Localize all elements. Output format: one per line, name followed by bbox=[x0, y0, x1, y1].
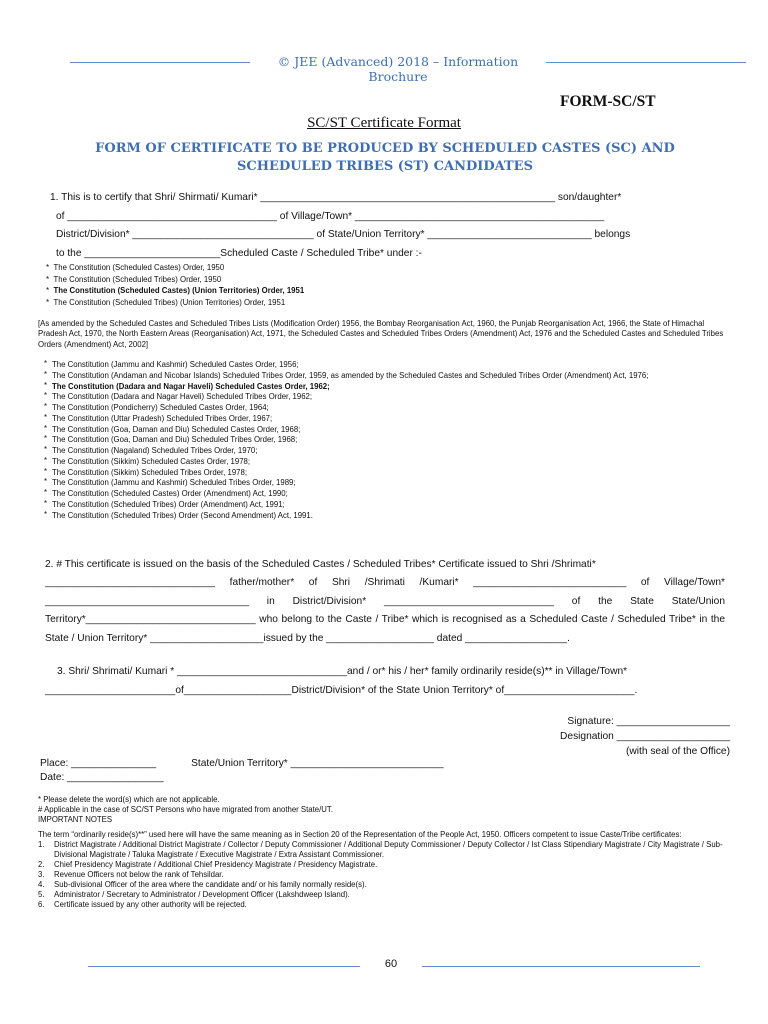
para1-line1: 1. This is to certify that Shri/ Shirmati/ Kumari* ____________________________________________________ son/daughter* bbox=[50, 192, 622, 203]
amendment-note: [As amended by the Scheduled Castes and Scheduled Tribes Lists (Modification Order) 1956, the Bombay Reorganisation Act, 1960, the Punjab Reorganisation Act, 1966, the State of Himachal Pradesh Act, 1970, the North Eastern Areas (Reorganisation) Act, 1971, the Scheduled Castes and Scheduled Tribes Orders (Amendment) Act, 1976 and the Scheduled Castes and Scheduled Tribes Orders (Amendment) Act, 2002] bbox=[38, 319, 724, 349]
order-item: * The Constitution (Goa, Daman and Diu) Scheduled Tribes Order, 1968; bbox=[44, 434, 298, 445]
order-item: * The Constitution (Pondicherry) Scheduled Castes Order, 1964; bbox=[44, 402, 269, 412]
order-item: * The Constitution (Nagaland) Scheduled Tribes Order, 1970; bbox=[44, 445, 258, 455]
place-row bbox=[40, 757, 444, 771]
order-item: * The Constitution (Scheduled Castes) Order (Amendment) Act, 1990; bbox=[44, 488, 288, 498]
order-item: * The Constitution (Scheduled Castes) Order, 1950 bbox=[46, 263, 225, 272]
order-item: * The Constitution (Andaman and Nicobar Islands) Scheduled Tribes Order, 1959, as amended by the Scheduled Castes and Scheduled Tribes Order (Amendment) Act, 1976; bbox=[44, 369, 649, 380]
para1-line3: District/Division* ________________________________ of State/Union Territory* _____________________________ belongs bbox=[56, 229, 631, 240]
footer-rule-left bbox=[88, 966, 360, 967]
footer-rule-right bbox=[422, 966, 700, 967]
orders-list-1 bbox=[46, 262, 304, 308]
para3-line1: 3. Shri/ Shrimati/ Kumari * ______________________________and / or* his / her* family ordinarily reside(s)** in Village/Town* bbox=[57, 666, 628, 677]
note-migrated: # Applicable in the case of SC/ST Persons who have migrated from another State/UT. bbox=[38, 805, 333, 814]
date-line: Date: _________________ bbox=[40, 772, 164, 783]
officer-item: 3. Revenue Officers not below the rank of Tehsildar. bbox=[38, 870, 224, 879]
order-item: * The Constitution (Jammu and Kashmir) Scheduled Tribes Order, 1989; bbox=[44, 477, 296, 488]
main-title: FORM OF CERTIFICATE TO BE PRODUCED BY SCHEDULED CASTES (SC) AND SCHEDULED TRIBES (ST) CANDIDATES bbox=[95, 141, 675, 174]
para1-line2: of _____________________________________ of Village/Town* ____________________________________________ bbox=[56, 210, 605, 222]
header-rule-right bbox=[546, 62, 746, 63]
note-ordinarily-reside: The term “ordinarily reside(s)**” used here will have the same meaning as in Section 20 of the Representation of the People Act, 1950. Officers competent to issue Caste/Tribe certificates: bbox=[38, 830, 682, 839]
page-number: 60 bbox=[384, 958, 398, 970]
state-line: State/Union Territory* ___________________________ bbox=[191, 758, 444, 769]
header-rule-left bbox=[70, 62, 250, 63]
paragraph-3 bbox=[45, 663, 725, 700]
para2-lead: 2. # This certificate is issued on the basis of the Scheduled Castes / Scheduled Tribes* Certificate issued to Shri /Shrimati* bbox=[45, 559, 596, 570]
notes-block bbox=[38, 795, 738, 910]
order-item: * The Constitution (Goa, Daman and Diu) Scheduled Castes Order, 1968; bbox=[44, 423, 301, 434]
paragraph-2 bbox=[45, 556, 725, 648]
para2-body: ______________________________ father/mother* of Shri /Shrimati /Kumari* ___________________________ of Village/Town* ____________________________________ in District/Division* ______________________________ of the State State/Union Territory*______________________________ who belong to the Caste / Tribe* which is recognised as a Scheduled Caste / Scheduled Tribe* in the State / Union Territory* ____________________issued by the ___________________ dated __________________. bbox=[45, 577, 725, 644]
order-item: * The Constitution (Scheduled Tribes) Order (Amendment) Act, 1991; bbox=[44, 498, 285, 509]
designation-line: Designation ____________________ bbox=[560, 731, 730, 742]
order-item: * The Constitution (Sikkim) Scheduled Tribes Order, 1978; bbox=[44, 466, 248, 477]
para3-line2: _______________________of___________________District/Division* of the State Union Territory* of_______________________. bbox=[45, 684, 638, 696]
officer-item: 4. Sub-divisional Officer of the area where the candidate and/ or his family normally reside(s). bbox=[38, 880, 367, 889]
officer-item: 6. Certificate issued by any other authority will be rejected. bbox=[38, 900, 247, 909]
order-item: * The Constitution (Dadara and Nagar Haveli) Scheduled Castes Order, 1962; bbox=[44, 380, 330, 391]
para1-line4: to the ________________________Scheduled Caste / Scheduled Tribe* under :- bbox=[56, 247, 422, 259]
order-item: * The Constitution (Sikkim) Scheduled Castes Order, 1978; bbox=[44, 455, 251, 466]
page-header bbox=[0, 54, 768, 84]
place-line: Place: _______________ bbox=[40, 758, 157, 769]
order-item: * The Constitution (Scheduled Tribes) (Union Territories) Order, 1951 bbox=[46, 297, 286, 307]
seal-note: (with seal of the Office) bbox=[626, 746, 730, 757]
format-title-text: SC/ST Certificate Format bbox=[307, 115, 461, 131]
orders-list-2 bbox=[44, 360, 734, 521]
officer-item: 1. District Magistrate / Additional District Magistrate / Collector / Deputy Commissioner / Additional Deputy Commissioner / Deputy Collector / Ist Class Stipendiary Magistrate / City Magistrate / Sub-Divisional Magistrate / Taluka Magistrate / Executive Magistrate / Extra Assistant Commissioner. bbox=[38, 840, 723, 859]
signature-line: Signature: ____________________ bbox=[567, 716, 730, 727]
note-delete: * Please delete the word(s) which are not applicable. bbox=[38, 795, 220, 804]
order-item: * The Constitution (Scheduled Tribes) Order, 1950 bbox=[46, 274, 222, 284]
place-date-block bbox=[40, 757, 444, 785]
order-item: * The Constitution (Dadara and Nagar Haveli) Scheduled Tribes Order, 1962; bbox=[44, 391, 313, 402]
order-item: * The Constitution (Scheduled Castes) (Union Territories) Order, 1951 bbox=[46, 286, 305, 295]
order-item: * The Constitution (Scheduled Tribes) Order (Second Amendment) Act, 1991. bbox=[44, 509, 313, 520]
format-title bbox=[0, 115, 768, 132]
paragraph-1 bbox=[42, 189, 722, 263]
officer-item: 2. Chief Presidency Magistrate / Additional Chief Presidency Magistrate / Presidency Magistrate. bbox=[38, 860, 378, 869]
officer-item: 5. Administrator / Secretary to Administrator / Development Officer (Lakshdweep Island). bbox=[38, 890, 350, 899]
form-code: FORM-SC/ST bbox=[560, 93, 656, 110]
order-item: * The Constitution (Jammu and Kashmir) Scheduled Castes Order, 1956; bbox=[44, 359, 299, 369]
important-notes-heading: IMPORTANT NOTES bbox=[38, 815, 113, 824]
page-footer bbox=[0, 958, 768, 978]
signature-block bbox=[530, 714, 730, 759]
order-item: * The Constitution (Uttar Pradesh) Scheduled Tribes Order, 1967; bbox=[44, 412, 273, 423]
header-text: © JEE (Advanced) 2018 – Information Brochure bbox=[277, 54, 519, 84]
